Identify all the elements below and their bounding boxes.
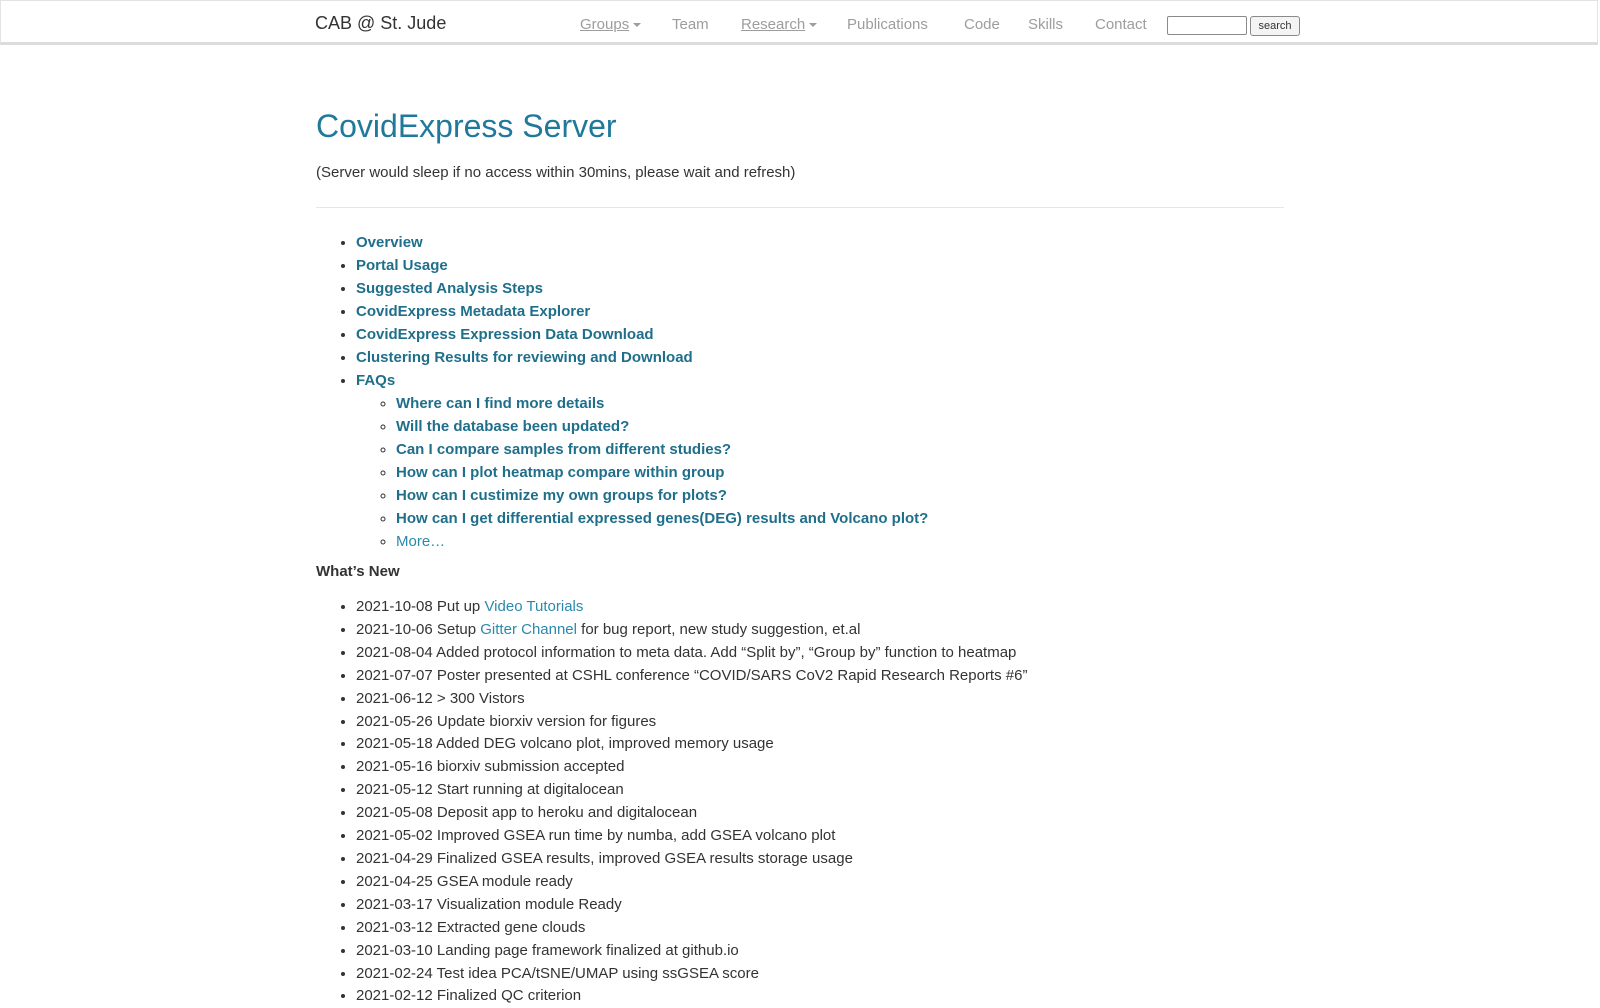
nav-team-link[interactable]: Team: [672, 16, 709, 33]
toc-item: [356, 254, 928, 277]
faq-item: [396, 484, 928, 507]
news-item: • 2021-04-29 Finalized GSEA results, improved GSEA results storage usage: [356, 848, 1027, 871]
toc-item: [356, 277, 928, 300]
news-item: • 2021-07-07 Poster presented at CSHL conference “COVID/SARS CoV2 Rapid Research Reports #6”: [356, 665, 1027, 688]
faq-item: [396, 392, 928, 415]
news-text: for bug report, new study suggestion, et.al: [576, 620, 861, 638]
top-navbar: [0, 0, 1598, 45]
faq-item: [396, 530, 928, 553]
news-item: • 2021-06-12 > 300 Vistors: [356, 688, 1027, 711]
toc-item: [356, 323, 928, 346]
news-item: • 2021-05-02 Improved GSEA run time by numba, add GSEA volcano plot: [356, 825, 1027, 848]
table-of-contents: [316, 231, 928, 553]
faq-link-more[interactable]: More…: [396, 533, 446, 550]
news-item: • 2021-04-25 GSEA module ready: [356, 871, 1027, 894]
gitter-channel-link[interactable]: Gitter Channel: [480, 620, 577, 638]
toc-link-clustering-results[interactable]: Clustering Results for reviewing and Download: [356, 349, 693, 366]
video-tutorials-link[interactable]: Video Tutorials: [484, 598, 584, 615]
page-subtitle: (Server would sleep if no access within 30mins, please wait and refresh): [316, 164, 796, 181]
section-divider: [316, 207, 1284, 208]
search-input[interactable]: [1167, 16, 1247, 35]
news-item: • 2021-05-18 Added DEG volcano plot, improved memory usage: [356, 733, 1027, 756]
faq-link-database-updated[interactable]: Will the database been updated?: [396, 418, 630, 435]
page-title: CovidExpress Server: [316, 108, 617, 144]
news-item: • 2021-05-26 Update biorxiv version for figures: [356, 711, 1027, 734]
news-item: [356, 619, 1027, 642]
news-item: • 2021-05-12 Start running at digitalocean: [356, 779, 1027, 802]
whats-new-heading: What’s New: [316, 563, 400, 580]
toc-item: [356, 231, 928, 254]
toc-link-overview[interactable]: Overview: [356, 234, 423, 251]
toc-item: [356, 300, 928, 323]
nav-publications-link[interactable]: Publications: [847, 16, 928, 33]
faq-link-plot-heatmap[interactable]: How can I plot heatmap compare within group: [396, 464, 725, 481]
nav-research-dropdown[interactable]: [741, 16, 817, 33]
faq-item: [396, 415, 928, 438]
news-text: 2021-10-06 Setup: [356, 620, 481, 638]
faq-link-compare-samples[interactable]: Can I compare samples from different studies?: [396, 441, 732, 458]
news-item: • 2021-03-12 Extracted gene clouds: [356, 917, 1027, 940]
news-item: • 2021-02-12 Finalized QC criterion: [356, 985, 1027, 1008]
news-item: • 2021-02-24 Test idea PCA/tSNE/UMAP using ssGSEA score: [356, 963, 1027, 986]
news-item: • 2021-05-08 Deposit app to heroku and digitalocean: [356, 802, 1027, 825]
faq-item: [396, 461, 928, 484]
nav-contact-link[interactable]: Contact: [1095, 16, 1147, 33]
faq-link-more-details[interactable]: Where can I find more details: [396, 395, 605, 412]
toc-link-expression-data-download[interactable]: CovidExpress Expression Data Download: [356, 326, 654, 343]
news-item: • 2021-03-17 Visualization module Ready: [356, 894, 1027, 917]
brand-link[interactable]: CAB @ St. Jude: [315, 13, 447, 33]
news-item: [356, 596, 1027, 619]
toc-link-metadata-explorer[interactable]: CovidExpress Metadata Explorer: [356, 303, 591, 320]
toc-item: [356, 369, 928, 553]
search-button[interactable]: search: [1250, 16, 1300, 36]
nav-skills-link[interactable]: Skills: [1028, 16, 1064, 33]
nav-research-label: Research: [741, 16, 806, 33]
nav-code-link[interactable]: Code: [964, 16, 1000, 33]
faq-sublist: [356, 392, 928, 553]
caret-down-icon: [809, 23, 817, 27]
news-item: • 2021-03-10 Landing page framework finalized at github.io: [356, 940, 1027, 963]
faq-item: [396, 438, 928, 461]
faq-item: [396, 507, 928, 530]
toc-item: [356, 346, 928, 369]
news-item: • 2021-05-16 biorxiv submission accepted: [356, 756, 1027, 779]
nav-groups-label: Groups: [580, 16, 630, 33]
whats-new-list: [316, 596, 1027, 1008]
news-text: 2021-10-08 Put up: [356, 598, 485, 615]
caret-down-icon: [633, 23, 641, 27]
toc-link-portal-usage[interactable]: Portal Usage: [356, 257, 448, 274]
faq-link-deg-volcano[interactable]: How can I get differential expressed genes(DEG) results and Volcano plot?: [396, 510, 929, 527]
toc-link-suggested-analysis-steps[interactable]: Suggested Analysis Steps: [356, 280, 544, 297]
faq-link-custom-groups[interactable]: How can I custimize my own groups for plots?: [396, 487, 727, 504]
toc-link-faqs[interactable]: FAQs: [356, 372, 396, 389]
news-item: • 2021-08-04 Added protocol information to meta data. Add “Split by”, “Group by” function to heatmap: [356, 642, 1027, 665]
nav-groups-dropdown[interactable]: [580, 16, 641, 33]
